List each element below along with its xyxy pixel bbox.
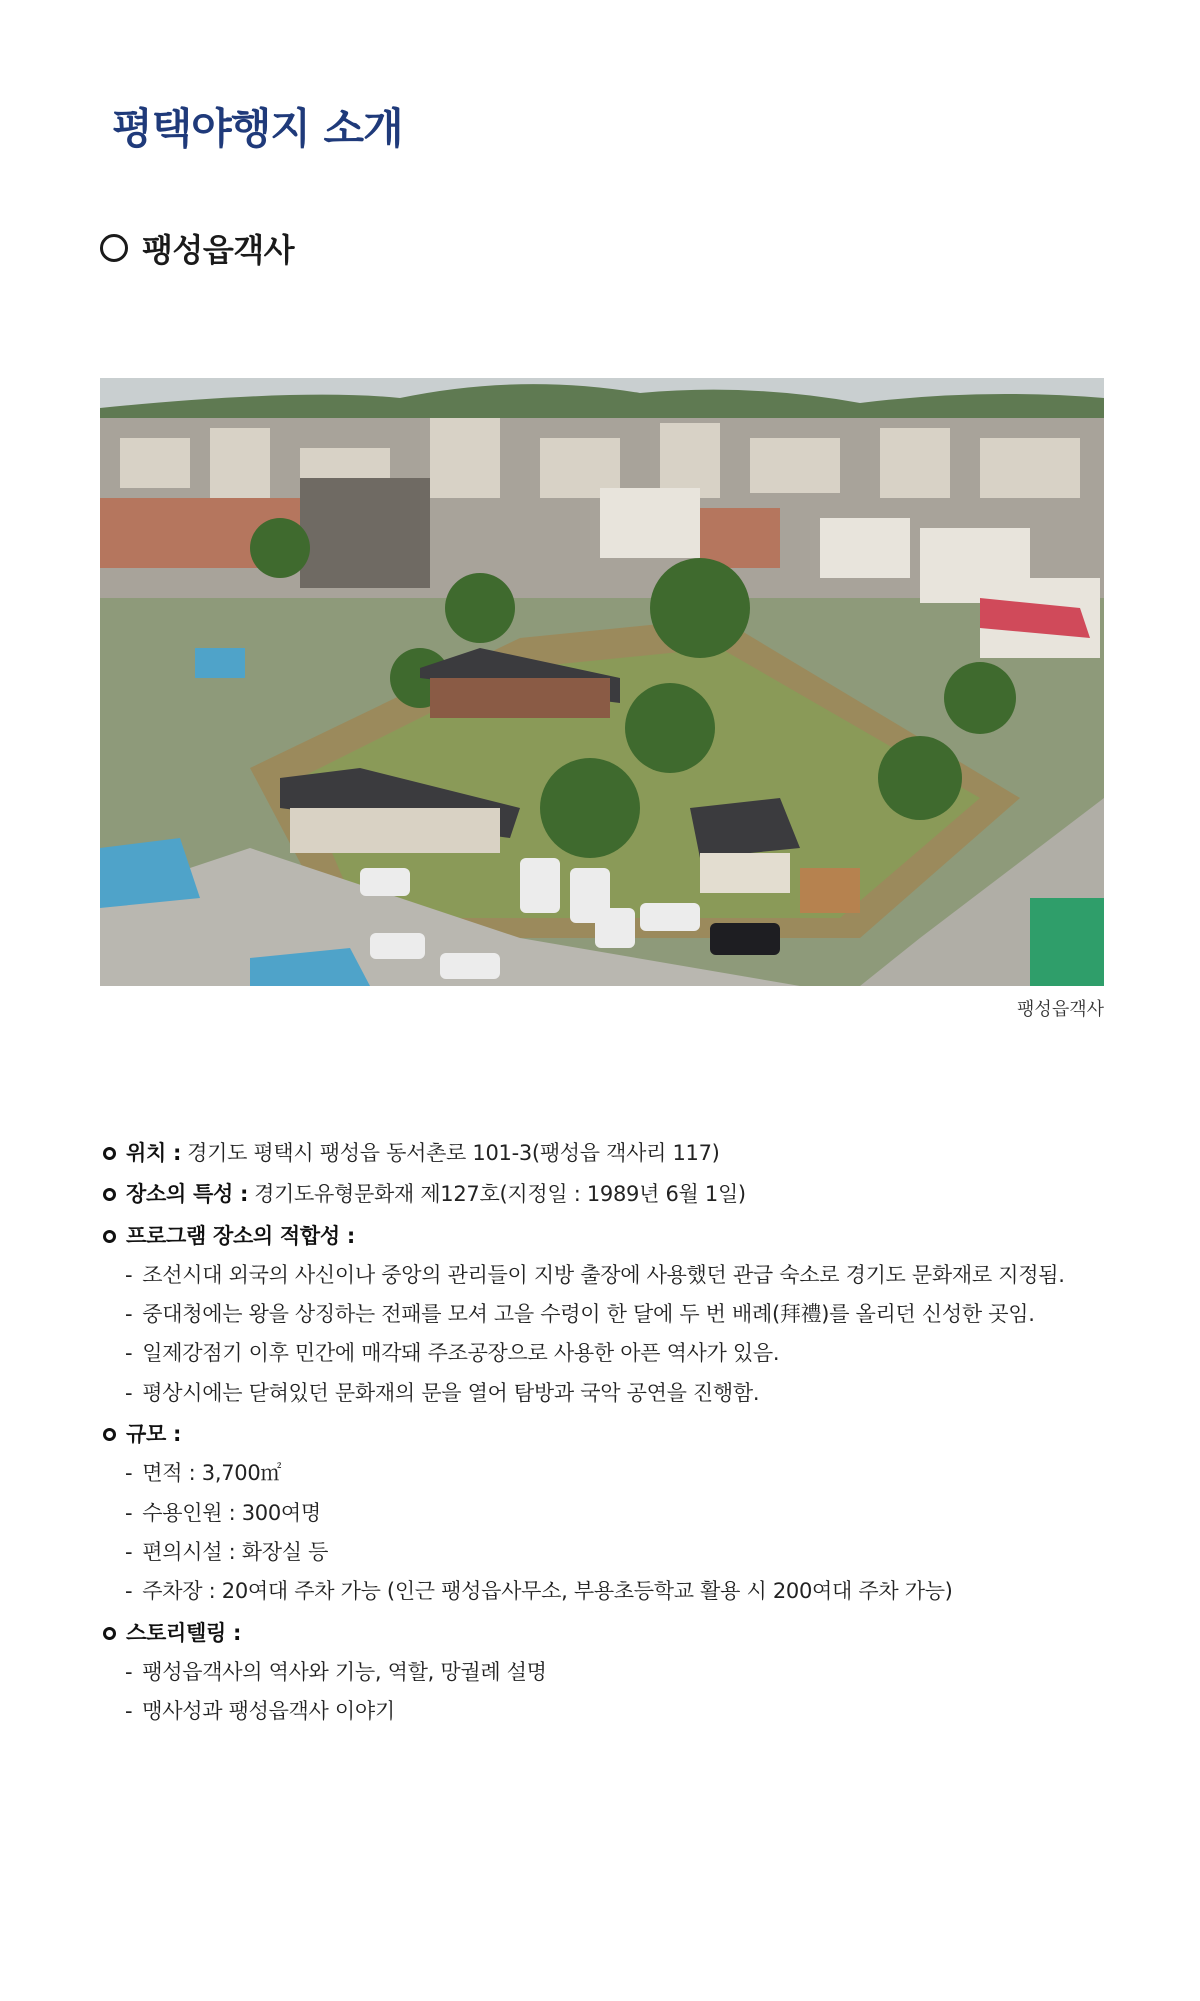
aerial-photo [100, 378, 1104, 986]
info-scale [103, 1421, 1103, 1448]
ring-bullet-icon [103, 1188, 116, 1201]
list-item: - 팽성읍객사의 역사와 기능, 역할, 망궐례 설명 [125, 1659, 547, 1684]
list-item: - 면적 : 3,700㎡ [125, 1461, 282, 1486]
info-storytelling-label: 스토리텔링 : [126, 1620, 242, 1645]
photo-caption: 팽성읍객사 [1017, 999, 1104, 1020]
list-item: - 맹사성과 팽성읍객사 이야기 [125, 1699, 395, 1724]
info-feature-label: 장소의 특성 : [126, 1182, 249, 1207]
info-feature [103, 1181, 1103, 1208]
list-item: - 수용인원 : 300여명 [125, 1500, 321, 1525]
list-item: - 조선시대 외국의 사신이나 중앙의 관리들이 지방 출장에 사용했던 관급 숙소로 경기도 문화재로 지정됨. [125, 1262, 1065, 1287]
circle-bullet-icon [100, 234, 128, 262]
list-item: - 일제강점기 이후 민간에 매각돼 주조공장으로 사용한 아픈 역사가 있음. [125, 1341, 780, 1366]
ring-bullet-icon [103, 1428, 116, 1441]
list-item: - 주차장 : 20여대 주차 가능 (인근 팽성읍사무소, 부용초등학교 활용 시 200여대 주차 가능) [125, 1579, 953, 1604]
list-item: - 중대청에는 왕을 상징하는 전패를 모셔 고을 수령이 한 달에 두 번 배례(拜禮)를 올리던 신성한 곳임. [125, 1302, 1035, 1327]
info-location-value: 경기도 평택시 팽성읍 동서촌로 101-3(팽성읍 객사리 117) [187, 1141, 720, 1165]
info-location-label: 위치 : [126, 1141, 182, 1165]
info-storytelling [103, 1620, 1103, 1647]
list-item: - 편의시설 : 화장실 등 [125, 1539, 329, 1564]
info-location [103, 1140, 1103, 1167]
info-suitability [103, 1223, 1103, 1250]
info-feature-value: 경기도유형문화재 제127호(지정일 : 1989년 6월 1일) [254, 1182, 746, 1207]
info-scale-label: 규모 : [126, 1422, 182, 1447]
ring-bullet-icon [103, 1230, 116, 1243]
ring-bullet-icon [103, 1627, 116, 1640]
info-suitability-label: 프로그램 장소의 적합성 : [126, 1223, 355, 1248]
aerial-photo-illustration [100, 378, 1104, 986]
page-title: 평택야행지 소개 [112, 104, 403, 153]
section-title-text: 팽성읍객사 [142, 231, 295, 269]
section-title [100, 225, 294, 271]
list-item: - 평상시에는 닫혀있던 문화재의 문을 열어 탐방과 국악 공연을 진행함. [125, 1380, 760, 1405]
info-list [103, 1140, 1103, 1725]
ring-bullet-icon [103, 1147, 116, 1160]
